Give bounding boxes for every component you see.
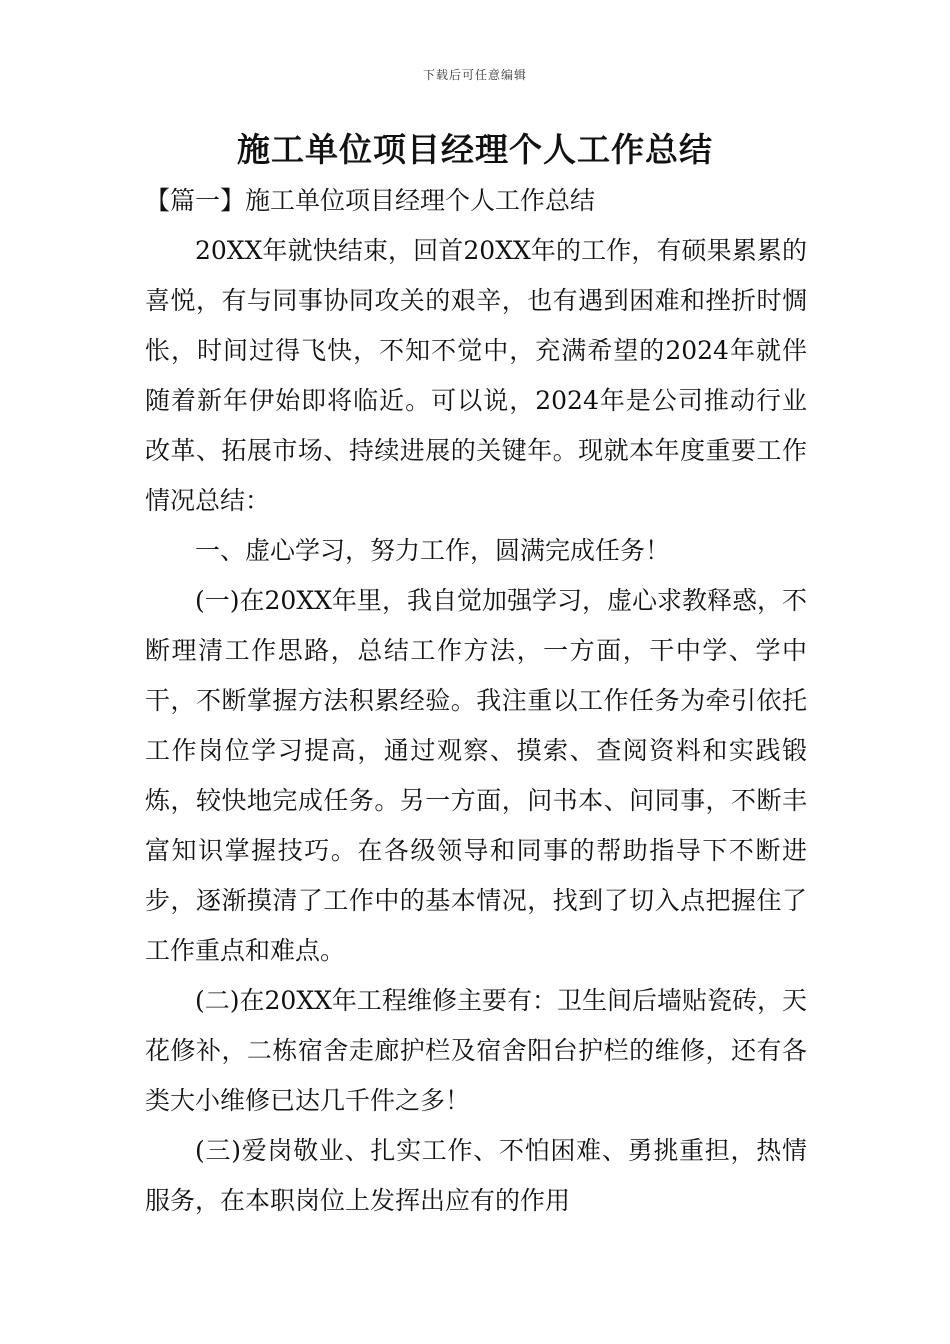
document-title: 施工单位项目经理个人工作总结 — [237, 130, 713, 169]
header-note: 下载后可任意编辑 — [422, 68, 527, 82]
paragraph-intro: 20XX年就快结束，回首20XX年的工作，有硕果累累的喜悦，有与同事协同攻关的艰辛，也有遇到困难和挫折时惆怅，时间过得飞快，不知不觉中，充满希望的2024年就伴随着新年伊始即将临近。可以说，2024年是公司推动行业改革、拓展市场、持续进展的关键年。现就本年度重要工作情况总结： — [145, 236, 807, 515]
paragraph-heading-one: 一、虚心学习，努力工作，圆满完成任务！ — [195, 536, 671, 565]
paragraph-item-one: (一)在20XX年里，我自觉加强学习，虚心求教释惑，不断理清工作思路，总结工作方法，一方面，干中学、学中干，不断掌握方法积累经验。我注重以工作任务为牵引依托工作岗位学习提高，通过观察、摸索、查阅资料和实践锻炼，较快地完成任务。另一方面，问书本、问同事，不断丰富知识掌握技巧。在各级领导和同事的帮助指导下不断进步，逐渐摸清了工作中的基本情况，找到了切入点把握住了工作重点和难点。 — [145, 586, 807, 965]
paragraph-item-three: (三)爱岗敬业、扎实工作、不怕困难、勇挑重担，热情服务，在本职岗位上发挥出应有的作用 — [145, 1136, 807, 1215]
document-body — [145, 176, 807, 1226]
section-heading: 【篇一】施工单位项目经理个人工作总结 — [145, 186, 596, 215]
paragraph-item-two: (二)在20XX年工程维修主要有：卫生间后墙贴瓷砖，天花修补，二栋宿舍走廊护栏及宿舍阳台护栏的维修，还有各类大小维修已达几千件之多！ — [145, 986, 807, 1115]
